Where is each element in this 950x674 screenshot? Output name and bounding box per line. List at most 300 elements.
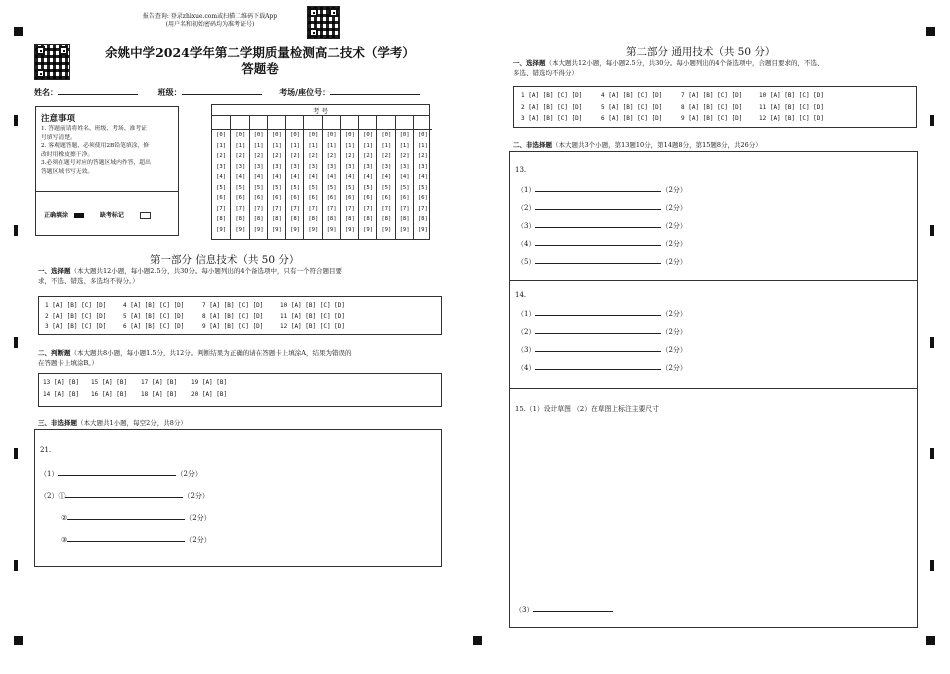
exam-number-bubble[interactable]: [3] — [381, 163, 392, 170]
answer-bubble-group[interactable]: 8 [A] [B] [C] [D] — [202, 312, 264, 320]
exam-number-bubble[interactable]: [0] — [417, 132, 428, 138]
exam-number-bubble[interactable]: [0] — [290, 132, 301, 138]
q15-sketch-area[interactable] — [515, 415, 912, 595]
answer-line[interactable] — [67, 533, 185, 542]
exam-number-bubble[interactable]: [9] — [290, 226, 301, 233]
score-label: （2分） — [176, 470, 202, 478]
exam-number-bubble[interactable]: [5] — [344, 184, 355, 191]
part2-mc-instructions — [513, 58, 913, 78]
name-field[interactable] — [58, 86, 138, 95]
score-label: （2分） — [661, 222, 687, 230]
exam-number-bubble[interactable]: [4] — [381, 174, 392, 180]
answer-bubble-group[interactable]: 8 [A] [B] [C] [D] — [681, 103, 743, 111]
notice-line: 3.必须在题号对应的答题区域内作答，超出 — [41, 160, 151, 166]
part2-title: 第二部分 通用技术（共 50 分） — [626, 46, 776, 58]
answer-bubble-group[interactable]: 1 [A] [B] [C] [D] — [521, 92, 583, 99]
answer-bubble-group[interactable]: 2 [A] [B] [C] [D] — [45, 312, 107, 320]
score-label: （2分） — [661, 186, 687, 194]
exam-number-bubble[interactable]: [3] — [253, 163, 264, 170]
exam-number-bubble[interactable]: [1] — [381, 142, 392, 149]
timing-mark — [930, 225, 934, 236]
exam-number-write-cell[interactable] — [231, 116, 249, 130]
exam-number-column — [395, 116, 414, 239]
answer-bubble-group[interactable]: 19 [A] [B] — [191, 379, 228, 386]
exam-number-bubble[interactable]: [9] — [271, 226, 282, 233]
q15-part3-label: （3） — [515, 606, 534, 614]
part1-mc-instructions — [38, 266, 438, 286]
exam-number-write-cell[interactable] — [250, 116, 268, 130]
answer-line[interactable] — [535, 307, 661, 316]
part2-open-desc: （本大题共3个小题，第13题10分，第14题8分，第15题8分，共26分） — [552, 141, 762, 149]
exam-number-bubble[interactable]: [0] — [308, 132, 319, 138]
part1-mc-heading: 一、选择题 — [38, 267, 71, 275]
exam-number-bubble[interactable]: [6] — [363, 195, 374, 201]
answer-line[interactable] — [535, 361, 661, 370]
exam-number-bubble[interactable]: [8] — [308, 216, 319, 222]
corner-mark-bl — [14, 636, 23, 645]
timing-mark — [14, 115, 18, 126]
answer-bubble-group[interactable]: 1 [A] [B] [C] [D] — [45, 302, 107, 309]
exam-number-bubble[interactable]: [9] — [326, 226, 337, 233]
part1-mc-desc2: 求，不选、错选、多选均不得分。） — [38, 277, 139, 285]
class-field[interactable] — [182, 86, 262, 95]
answer-bubble-group[interactable]: 13 [A] [B] — [43, 379, 80, 386]
exam-number-bubble[interactable]: [5] — [417, 184, 428, 191]
exam-number-bubble[interactable]: [9] — [235, 226, 246, 233]
q13-label: 13. — [515, 166, 527, 174]
exam-number-bubble[interactable]: [4] — [235, 174, 246, 180]
answer-bubble-group[interactable]: 10 [A] [B] [C] [D] — [759, 92, 825, 99]
title-line2: 答题卷 — [241, 61, 279, 76]
exam-number-bubble[interactable]: [7] — [308, 205, 319, 212]
exam-number-bubble[interactable]: [6] — [326, 195, 337, 201]
exam-number-bubble[interactable]: [7] — [216, 205, 227, 212]
exam-number-bubble[interactable]: [5] — [363, 184, 374, 191]
exam-number-bubble[interactable]: [4] — [363, 174, 374, 180]
answer-line-label: ③ — [61, 536, 68, 544]
exam-number-bubble[interactable]: [6] — [290, 195, 301, 201]
q15-label: 15.（1）设计草图 （2）在草图上标注主要尺寸 — [515, 405, 659, 413]
student-info-row — [34, 86, 420, 98]
exam-number-write-cell[interactable] — [359, 116, 377, 130]
part1-mc-desc1: （本大题共12小题，每小题2.5分，共30分。每小题列出的4个备选项中，只有一个符合题目要 — [70, 267, 343, 275]
score-label: （2分） — [661, 328, 687, 336]
exam-number-bubble[interactable]: [6] — [235, 195, 246, 201]
exam-number-bubble[interactable]: [1] — [399, 142, 410, 149]
answer-line[interactable] — [535, 255, 661, 264]
answer-bubble-group[interactable]: 6 [A] [B] [C] [D] — [601, 115, 663, 122]
notice-line: 答题区域书写无效。 — [41, 168, 94, 175]
part1-tf-heading: 二、判断题 — [38, 349, 71, 357]
exam-number-write-cell[interactable] — [268, 116, 286, 130]
exam-number-bubble[interactable]: [5] — [253, 184, 264, 191]
part1-open-heading: 三、非选择题 — [38, 419, 77, 427]
exam-number-bubble[interactable]: [1] — [235, 142, 246, 149]
answer-line-label: （1） — [517, 186, 536, 194]
exam-number-bubble[interactable]: [7] — [326, 205, 337, 212]
score-label: （2分） — [661, 204, 687, 212]
answer-bubble-group[interactable]: 9 [A] [B] [C] [D] — [681, 115, 743, 122]
page-title — [90, 45, 430, 77]
exam-number-bubble[interactable]: [8] — [363, 216, 374, 222]
exam-number-column — [249, 116, 268, 239]
exam-number-bubble[interactable]: [8] — [399, 216, 410, 222]
part1-mc-answer-box — [38, 296, 442, 335]
score-label: （2分） — [183, 492, 209, 500]
exam-number-bubble[interactable]: [2] — [326, 153, 337, 159]
exam-number-bubble[interactable]: [1] — [271, 142, 282, 149]
part2-mc-heading: 一、选择题 — [513, 59, 546, 67]
report-notice — [130, 13, 290, 29]
timing-mark — [14, 560, 18, 571]
exam-number-bubble[interactable]: [0] — [235, 132, 246, 138]
exam-number-bubble[interactable]: [2] — [308, 153, 319, 159]
exam-number-bubble[interactable]: [4] — [344, 174, 355, 180]
answer-line-row — [61, 511, 211, 523]
exam-number-write-cell[interactable] — [286, 116, 304, 130]
answer-line-label: （2）① — [40, 492, 66, 500]
answer-line[interactable] — [535, 183, 661, 192]
answer-bubble-group[interactable]: 7 [A] [B] [C] [D] — [202, 302, 264, 309]
timing-mark — [930, 115, 934, 126]
exam-number-column — [413, 116, 432, 239]
exam-number-bubble[interactable]: [2] — [271, 153, 282, 159]
answer-bubble-group[interactable]: 15 [A] [B] — [91, 379, 128, 386]
answer-line-row — [517, 201, 687, 213]
answer-bubble-group[interactable]: 11 [A] [B] [C] [D] — [759, 103, 825, 111]
q13-answer-box — [509, 151, 918, 281]
corner-mark-bm — [473, 636, 482, 645]
room-seat-label: 考场/座位号： — [279, 87, 331, 97]
exam-number-write-cell[interactable] — [323, 116, 341, 130]
part2-mc-answer-box — [513, 86, 917, 128]
answer-bubble-group[interactable]: 16 [A] [B] — [91, 390, 128, 398]
report-notice-line2: (用户名和初始密码均为准考证号) — [165, 21, 255, 28]
score-label: （2分） — [185, 514, 211, 522]
answer-bubble-group[interactable]: 20 [A] [B] — [191, 390, 228, 398]
exam-number-bubble[interactable]: [0] — [326, 132, 337, 138]
exam-number-bubble[interactable]: [7] — [417, 205, 428, 212]
answer-line-label: （3） — [517, 222, 536, 230]
exam-number-bubble[interactable]: [3] — [326, 163, 337, 170]
exam-number-bubble[interactable]: [8] — [290, 216, 301, 222]
exam-number-write-cell[interactable] — [396, 116, 414, 130]
exam-number-bubble[interactable]: [0] — [216, 132, 227, 138]
answer-bubble-group[interactable]: 6 [A] [B] [C] [D] — [123, 323, 185, 330]
exam-number-bubble[interactable]: [2] — [235, 153, 246, 159]
answer-line-label: （5） — [517, 258, 536, 266]
student-qr-code — [34, 44, 70, 80]
answer-bubble-group[interactable]: 14 [A] [B] — [43, 390, 80, 398]
exam-number-column — [212, 116, 230, 239]
exam-number-bubble[interactable]: [0] — [253, 132, 264, 138]
absent-checkbox[interactable] — [140, 212, 151, 219]
part1-tf-answer-box — [38, 373, 442, 407]
exam-number-bubble[interactable]: [1] — [253, 142, 264, 149]
exam-number-bubble[interactable]: [7] — [235, 205, 246, 212]
exam-number-bubble[interactable]: [9] — [417, 226, 428, 233]
exam-number-bubble[interactable]: [2] — [399, 153, 410, 159]
exam-number-bubble[interactable]: [9] — [344, 226, 355, 233]
exam-number-bubble[interactable]: [9] — [381, 226, 392, 233]
exam-number-bubble[interactable]: [7] — [381, 205, 392, 212]
exam-number-bubble[interactable]: [0] — [399, 132, 410, 138]
part1-open-desc: （本大题共1小题，每空2分，共8分） — [77, 419, 187, 427]
exam-number-bubble[interactable]: [8] — [271, 216, 282, 222]
exam-number-bubble[interactable]: [1] — [326, 142, 337, 149]
answer-bubble-group[interactable]: 3 [A] [B] [C] [D] — [45, 323, 107, 330]
notice-title: 注意事项 — [41, 114, 76, 124]
answer-bubble-group[interactable]: 5 [A] [B] [C] [D] — [123, 312, 185, 320]
answer-bubble-group[interactable]: 4 [A] [B] [C] [D] — [601, 92, 663, 99]
exam-number-bubble[interactable]: [6] — [417, 195, 428, 201]
exam-number-bubble[interactable]: [2] — [363, 153, 374, 159]
exam-number-bubble[interactable]: [3] — [399, 163, 410, 170]
timing-mark — [930, 337, 934, 348]
exam-number-bubble[interactable]: [1] — [308, 142, 319, 149]
part1-tf-instructions — [38, 348, 442, 368]
exam-number-bubble[interactable]: [9] — [308, 226, 319, 233]
answer-line-label: （2） — [517, 328, 536, 336]
answer-line-row — [40, 467, 202, 479]
notice-line: 改时用橡皮擦干净。 — [41, 151, 94, 158]
exam-number-bubble[interactable]: [4] — [326, 174, 337, 180]
answer-line-label: （4） — [517, 240, 536, 248]
answer-line-row — [517, 219, 687, 231]
exam-number-bubble[interactable]: [7] — [363, 205, 374, 212]
exam-number-bubble[interactable]: [7] — [253, 205, 264, 212]
exam-number-bubble[interactable]: [8] — [344, 216, 355, 222]
answer-line[interactable] — [65, 489, 183, 498]
answer-line-row — [517, 307, 687, 319]
answer-line-row — [517, 237, 687, 249]
exam-number-bubble[interactable]: [5] — [399, 184, 410, 191]
exam-number-bubble[interactable]: [3] — [363, 163, 374, 170]
score-label: （2分） — [185, 536, 211, 544]
exam-number-bubble[interactable]: [9] — [253, 226, 264, 233]
answer-line-label: ② — [61, 514, 68, 522]
exam-number-bubble[interactable]: [1] — [344, 142, 355, 149]
exam-number-bubble[interactable]: [5] — [326, 184, 337, 191]
answer-bubble-group[interactable]: 9 [A] [B] [C] [D] — [202, 323, 264, 330]
exam-number-bubble[interactable]: [5] — [271, 184, 282, 191]
answer-line[interactable] — [535, 343, 661, 352]
q15-answer-box — [509, 388, 918, 628]
exam-number-bubble[interactable]: [6] — [216, 195, 227, 201]
part2-open-instructions — [513, 140, 762, 149]
absent-label: 缺考标记 — [99, 212, 124, 219]
part2-mc-desc2: 多选、错选均不得分） — [513, 69, 578, 77]
exam-number-grid — [211, 104, 430, 240]
exam-number-column — [267, 116, 286, 239]
answer-bubble-group[interactable]: 17 [A] [B] — [141, 379, 178, 386]
notice-line: 号填写清楚。 — [41, 134, 76, 141]
corner-mark-br — [926, 636, 935, 645]
score-label: （2分） — [661, 364, 687, 372]
exam-number-bubble[interactable]: [7] — [344, 205, 355, 212]
notice-box — [35, 106, 179, 236]
exam-number-bubble[interactable]: [7] — [271, 205, 282, 212]
corner-mark-tl — [14, 27, 23, 36]
exam-number-bubble[interactable]: [2] — [290, 153, 301, 159]
exam-number-bubble[interactable]: [7] — [290, 205, 301, 212]
q14-answer-box — [509, 280, 918, 389]
exam-number-bubble[interactable]: [5] — [308, 184, 319, 191]
fill-correct-sample — [74, 213, 84, 218]
exam-number-title: 考 号 — [312, 107, 329, 115]
part1-open-instructions — [38, 418, 187, 427]
answer-line-label: （4） — [517, 364, 536, 372]
exam-number-bubble[interactable]: [7] — [399, 205, 410, 212]
exam-number-bubble[interactable]: [3] — [235, 163, 246, 170]
answer-bubble-group[interactable]: 18 [A] [B] — [141, 390, 178, 398]
exam-number-bubble[interactable]: [1] — [363, 142, 374, 149]
notice-text — [41, 125, 173, 176]
timing-mark — [930, 560, 934, 571]
exam-number-column — [376, 116, 395, 239]
exam-number-bubble[interactable]: [5] — [235, 184, 246, 191]
exam-number-bubble[interactable]: [4] — [216, 174, 227, 180]
part1-tf-desc1: （本大题共8小题，每小题1.5分，共12分。判断结果为正确的请在答题卡上填涂A，结果为错误的 — [70, 349, 352, 357]
answer-line-row — [517, 183, 687, 195]
exam-number-bubble[interactable]: [3] — [308, 163, 319, 170]
exam-number-bubble[interactable]: [3] — [344, 163, 355, 170]
exam-number-bubble[interactable]: [8] — [417, 216, 428, 222]
exam-number-bubble[interactable]: [5] — [216, 184, 227, 191]
answer-bubble-group[interactable]: 2 [A] [B] [C] [D] — [521, 103, 583, 111]
q15-part3-answer-line[interactable] — [533, 603, 613, 612]
app-qr-code[interactable] — [307, 6, 340, 39]
exam-number-bubble[interactable]: [3] — [290, 163, 301, 170]
exam-number-bubble[interactable]: [8] — [253, 216, 264, 222]
exam-number-bubble[interactable]: [2] — [216, 153, 227, 159]
answer-line[interactable] — [535, 325, 661, 334]
q21-answer-box — [34, 429, 442, 567]
exam-number-bubble[interactable]: [6] — [253, 195, 264, 201]
exam-number-bubble[interactable]: [0] — [271, 132, 282, 138]
exam-number-bubble[interactable]: [6] — [271, 195, 282, 201]
exam-number-bubble[interactable]: [4] — [290, 174, 301, 180]
exam-number-bubble[interactable]: [2] — [381, 153, 392, 159]
answer-line-row — [517, 255, 687, 267]
exam-number-bubble[interactable]: [2] — [253, 153, 264, 159]
exam-number-bubble[interactable]: [4] — [253, 174, 264, 180]
answer-line-row — [61, 533, 211, 545]
notice-line: 1. 答题前请将姓名、班级、考场、准考证 — [41, 126, 147, 132]
answer-bubble-group[interactable]: 12 [A] [B] [C] [D] — [280, 323, 346, 330]
answer-line[interactable] — [67, 511, 185, 520]
exam-number-write-cell[interactable] — [341, 116, 359, 130]
fill-correct-label: 正确填涂 — [44, 212, 69, 219]
exam-number-bubble[interactable]: [1] — [216, 142, 227, 149]
score-label: （2分） — [661, 258, 687, 266]
answer-line-row — [517, 361, 687, 373]
answer-bubble-group[interactable]: 11 [A] [B] [C] [D] — [280, 312, 346, 320]
exam-number-bubble[interactable]: [9] — [399, 226, 410, 233]
title-line1: 余姚中学2024学年第二学期质量检测高二技术（学考） — [105, 45, 415, 60]
exam-number-bubble[interactable]: [0] — [363, 132, 374, 138]
answer-line[interactable] — [58, 467, 176, 476]
timing-mark — [14, 337, 18, 348]
score-label: （2分） — [661, 310, 687, 318]
q14-label: 14. — [515, 291, 527, 299]
exam-number-bubble[interactable]: [5] — [290, 184, 301, 191]
exam-number-column — [340, 116, 359, 239]
class-label: 班级： — [157, 87, 182, 97]
answer-bubble-group[interactable]: 5 [A] [B] [C] [D] — [601, 103, 663, 111]
answer-line-row — [517, 343, 687, 355]
answer-line-row — [40, 489, 209, 501]
exam-number-bubble[interactable]: [8] — [326, 216, 337, 222]
answer-line-label: （1） — [40, 470, 59, 478]
exam-number-bubble[interactable]: [9] — [363, 226, 374, 233]
exam-number-bubble[interactable]: [6] — [308, 195, 319, 201]
room-seat-field[interactable] — [330, 86, 420, 95]
answer-bubble-group[interactable]: 10 [A] [B] [C] [D] — [280, 302, 346, 309]
answer-bubble-group[interactable]: 12 [A] [B] [C] [D] — [759, 115, 825, 122]
corner-mark-tr — [926, 27, 935, 36]
exam-number-bubble[interactable]: [6] — [344, 195, 355, 201]
part1-title: 第一部分 信息技术（共 50 分） — [150, 254, 300, 266]
exam-number-bubble[interactable]: [2] — [344, 153, 355, 159]
exam-number-bubble[interactable]: [6] — [381, 195, 392, 201]
exam-number-bubble[interactable]: [4] — [271, 174, 282, 180]
answer-line[interactable] — [535, 201, 661, 210]
exam-number-column — [358, 116, 377, 239]
notice-line: 2. 客观题答题，必须使用2B铅笔填涂，修 — [41, 143, 150, 149]
answer-line[interactable] — [535, 219, 661, 228]
exam-number-column — [285, 116, 304, 239]
exam-number-column — [303, 116, 322, 239]
exam-number-bubble[interactable]: [8] — [216, 216, 227, 222]
answer-bubble-group[interactable]: 7 [A] [B] [C] [D] — [681, 92, 743, 99]
exam-number-bubble[interactable]: [6] — [399, 195, 410, 201]
part1-tf-desc2: 在答题卡上填涂B。） — [38, 359, 99, 367]
exam-number-bubble[interactable]: [8] — [381, 216, 392, 222]
exam-number-bubble[interactable]: [0] — [344, 132, 355, 138]
timing-mark — [14, 448, 18, 459]
exam-number-bubble[interactable]: [3] — [271, 163, 282, 170]
name-label: 姓名： — [34, 87, 58, 97]
exam-number-bubble[interactable]: [9] — [216, 226, 227, 233]
exam-number-write-cell[interactable] — [304, 116, 322, 130]
exam-number-bubble[interactable]: [2] — [417, 153, 428, 159]
score-label: （2分） — [661, 346, 687, 354]
score-label: （2分） — [661, 240, 687, 248]
exam-number-bubble[interactable]: [4] — [417, 174, 428, 180]
exam-number-bubble[interactable]: [4] — [399, 174, 410, 180]
answer-line[interactable] — [535, 237, 661, 246]
exam-number-bubble[interactable]: [3] — [417, 163, 428, 170]
part2-open-heading: 二、非选择题 — [513, 141, 552, 149]
exam-number-bubble[interactable]: [1] — [290, 142, 301, 149]
answer-line-label: （1） — [517, 310, 536, 318]
part2-mc-desc1: （本大题共12小题，每小题2.5分，共30分。每小题列出的4个备选项中，合题目要求的，不选、 — [545, 59, 824, 67]
exam-number-bubble[interactable]: [3] — [216, 163, 227, 170]
exam-number-bubble[interactable]: [5] — [381, 184, 392, 191]
exam-number-write-cell[interactable] — [377, 116, 395, 130]
exam-number-write-cell[interactable] — [414, 116, 432, 130]
exam-number-write-cell[interactable] — [212, 116, 230, 130]
exam-number-bubble[interactable]: [0] — [381, 132, 392, 138]
exam-number-bubble[interactable]: [8] — [235, 216, 246, 222]
exam-number-bubble[interactable]: [1] — [417, 142, 428, 149]
timing-mark — [14, 225, 18, 236]
answer-bubble-group[interactable]: 3 [A] [B] [C] [D] — [521, 115, 583, 122]
exam-number-bubble[interactable]: [4] — [308, 174, 319, 180]
q21-label: 21. — [40, 446, 52, 454]
answer-bubble-group[interactable]: 4 [A] [B] [C] [D] — [123, 302, 185, 309]
